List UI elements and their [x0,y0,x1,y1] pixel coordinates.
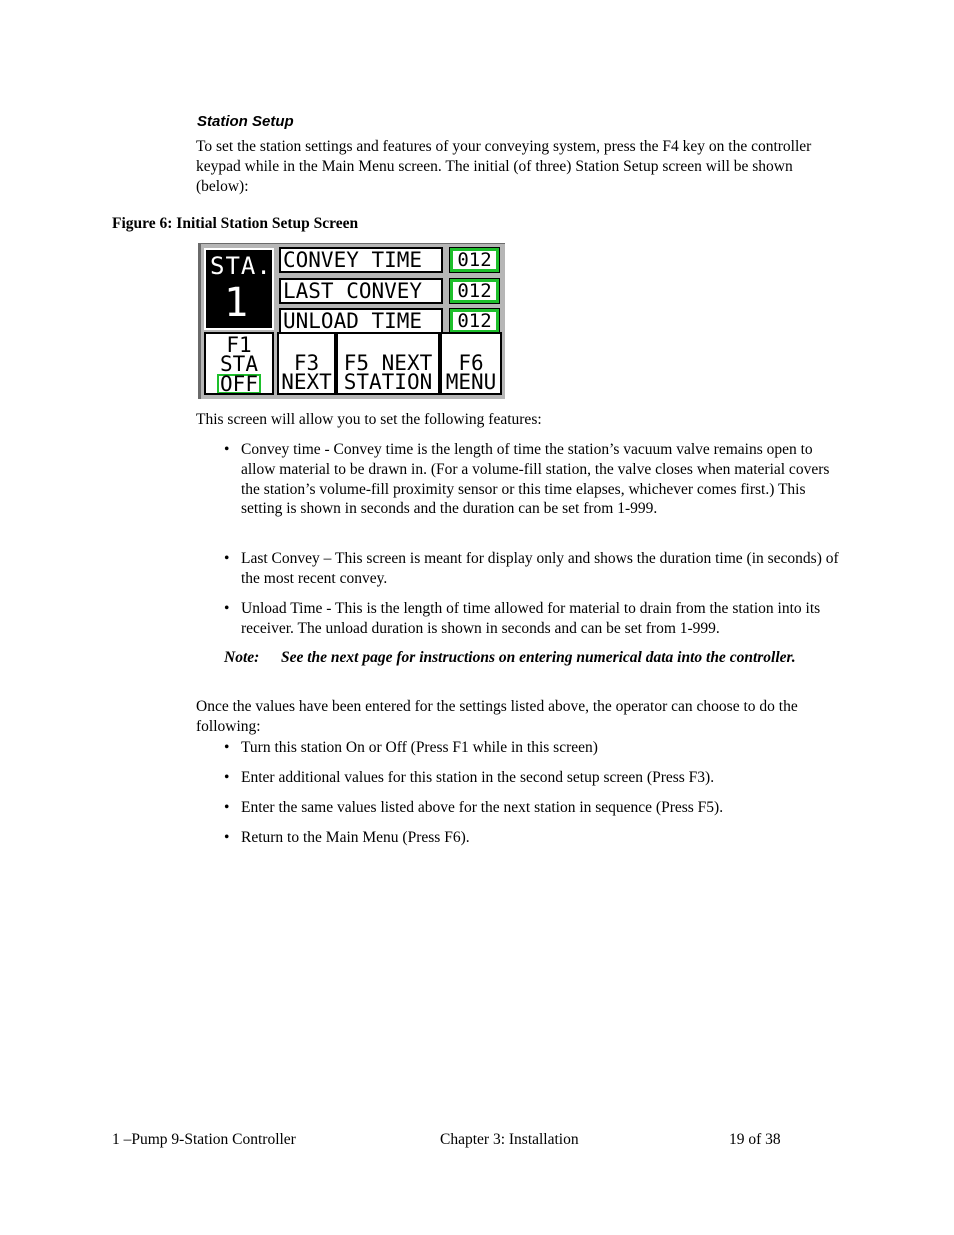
features-intro: This screen will allow you to set the following features: [196,411,542,428]
figure-caption: Figure 6: Initial Station Setup Screen [112,215,359,232]
bullet-icon: • [224,829,230,846]
f1-station-key [204,332,274,395]
f3-next-key [277,332,336,395]
bullet-icon: • [224,799,230,816]
f3-key-label: F3 [293,351,320,375]
option-f3: Enter additional values for this station in the second setup screen (Press F3). [241,769,715,786]
option-f6: Return to the Main Menu (Press F6). [241,829,470,846]
f6-key-label: F6 [458,351,484,375]
f3-key-sublabel: NEXT [281,370,332,394]
footer-document-title: 1 –Pump 9-Station Controller [112,1131,296,1148]
last-convey-label: LAST CONVEY [279,278,443,304]
note-label: Note: [224,649,260,666]
bullet-icon: • [224,441,230,458]
bullet-icon: • [224,739,230,756]
station-setup-screen-figure [198,243,505,399]
f1-key-sublabel: STA [220,352,258,376]
station-state-badge: OFF [217,374,261,394]
last-convey-value: 012 [450,279,499,303]
option-f1: Turn this station On or Off (Press F1 while in this screen) [241,739,598,756]
convey-time-label: CONVEY TIME [279,247,443,273]
feature-convey-time: Convey time - Convey time is the length of time the station’s vacuum valve remains open to allow material to be drawn in. (For a volume-fill station, the valve closes when material covers the station’s volume-fill proximity sensor or this time elapses, whichever comes first.) This setting is shown in seconds and the duration can be set from 1-999. [241,441,830,518]
options-intro: Once the values have been entered for the settings listed above, the operator can choose to do the following: [196,698,798,735]
f1-key-label: F1 [226,333,252,357]
note-text: See the next page for instructions on entering numerical data into the controller. [281,649,796,666]
f5-key-sublabel: STATION [343,370,433,394]
f5-key-label: F5 NEXT [343,351,433,375]
f6-key-sublabel: MENU [445,370,497,394]
option-f5: Enter the same values listed above for the next station in sequence (Press F5). [241,799,724,816]
station-number: 1 [224,280,249,326]
convey-time-value: 012 [450,248,499,272]
intro-paragraph: To set the station settings and features of your conveying system, press the F4 key on the controller keypad while in the Main Menu screen. The initial (of three) Station Setup screen will be shown (below): [196,138,812,195]
unload-time-value: 012 [450,309,499,333]
bullet-icon: • [224,769,230,786]
bullet-icon: • [224,600,230,617]
section-heading: Station Setup [197,113,294,130]
feature-unload-time: Unload Time - This is the length of time allowed for material to drain from the station into its receiver. The unload duration is shown in seconds and can be set from 1-999. [241,600,821,637]
unload-time-label: UNLOAD TIME [279,308,443,334]
footer-page-number: 19 of 38 [729,1131,781,1148]
feature-last-convey: Last Convey – This screen is meant for display only and shows the duration time (in seconds) of the most recent convey. [241,550,839,587]
footer-chapter: Chapter 3: Installation [440,1131,579,1148]
station-label: STA. [210,252,272,280]
station-indicator [204,248,274,330]
f5-next-station-key [336,332,440,395]
bullet-icon: • [224,550,230,567]
f6-menu-key [440,332,502,395]
